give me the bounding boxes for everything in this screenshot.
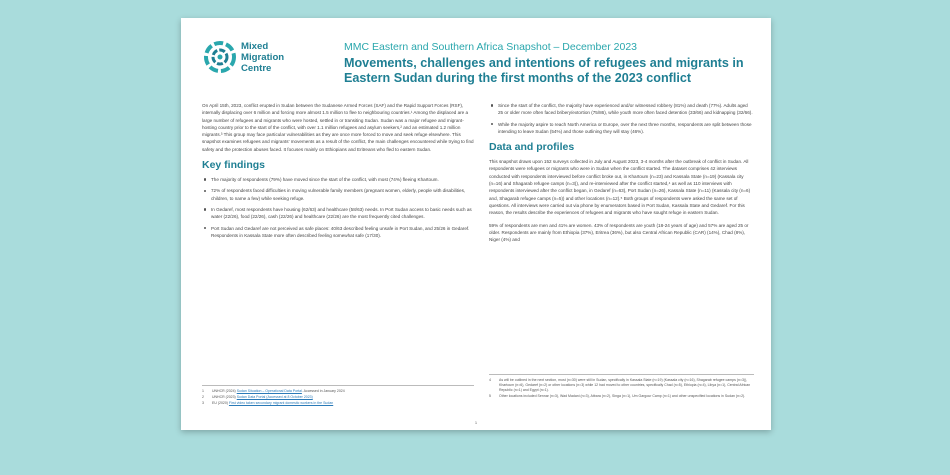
footnote-link[interactable]: Sudan Situation – Operational Data Portal [236, 389, 302, 393]
data-paragraph-1: This snapshot draws upon 152 surveys collected in July and August 2023, 3-4 months after the outbreak of conflict in Sudan. All respondents were refugees or migrants who were in Sudan when the conflict started. The dataset comprises 42 interviews conducted with respondents interviewed before conflict broke out, in Khartoum (n=23) and Kassala State (n=19) (Kassala city (n=16) and Shagarab refugee camps (n=3)), and re-interviewed after the conflict started,⁴ as well as 110 interviews with respondents interviewed after the conflict began, in Gedaref (n=63), Port Sudan (n=26), Kassala State (n=11) (Kassala city (n=6) and, Shagarab refugee camps (n=5)) and other locations (n=12).⁵ Both groups of respondents were asked the same set of questions. All interviews were carried out via phone by enumerators based in Port Sudan, Kassala State and Gedaref. For this reason, the results describe the experiences of refugees and migrants who have sought refuge in eastern Sudan. [489, 159, 751, 216]
mmc-logo [203, 40, 323, 86]
footnote: 3 EU (2020) First video taken secondary migrant domestic workers in the Sudan [202, 401, 334, 405]
footnote: 2 UNHCR (2023) Sudan Data Portal (Accessed at 8 October 2023) [202, 395, 313, 399]
right-column [489, 102, 754, 248]
footnote-link[interactable]: Sudan Data Portal (Accessed at 8 October 2023) [236, 395, 313, 399]
footnote-link[interactable]: First video taken secondary migrant domestic workers in the Sudan [228, 401, 334, 405]
list-item: The majority of respondents (79%) have moved since the start of the conflict, with most (74%) fleeing Khartoum. [211, 176, 474, 183]
footnote: 5 Other locations included Sennar (n=3), Wad Madani (n=3), Atbara (n=2), Singa (n=1), Um Gargour Camp (n=1) and other unspecified locations in Sudan (n=2). [489, 394, 746, 398]
footnotes-right [489, 374, 754, 400]
key-findings-heading: Key findings [202, 159, 266, 172]
left-column [202, 102, 474, 243]
logo-line-2: Migration [241, 52, 285, 63]
list-item: In Gedaref, most respondents have housing (62/63) and healthcare (58/63) needs. In Port Sudan access to basic needs such as water (22/26), food (22/26), cash (22/26) and healthcare (22/26) are the most frequently cited challenges. [211, 206, 474, 221]
intro-paragraph: On April 15th, 2023, conflict erupted in Sudan between the Sudanese Armed Forces (SAF) and the Rapid Support Forces (RSF), internally displacing over 6 million and forcing more almost 1.5 million to flee to neighbouring countries.¹ Among the displaced are a large number of refugees and migrants who were hosted, settled in or transiting Sudan. Sudan was a major refugee and migrant-hosting country prior to the start of the conflict, with over 1.1 million refugees and asylum seekers,² and an estimated 1.2 million migrants.³ This group may face particular vulnerabilities as they are once more forced to move and seek refuge elsewhere. This snapshot examines refugees and migrants' movements as a result of the conflict, the main challenges encountered while trying to find safety and the protection abuses faced. It focuses mainly on Ethiopians and Eritreans who fled to eastern Sudan. [202, 103, 474, 152]
data-profiles-heading: Data and profiles [489, 141, 575, 154]
document-page [181, 18, 771, 430]
list-item: While the majority aspire to reach North America or Europe, over the next three months, respondents are split between those intending to leave Sudan (54%) and those outlining they will stay (46%). [498, 121, 754, 136]
footnote: 4 As will be outlined in the next section, most (n=30) were still in Sudan, specifically in Kassala State (n=19) (Kassala city (n=16), Shagarab refugee camps (n=3)), Khartoum (n=6), Gedaref (n=2) or other locations (n=3) while 12 had moved to other countries, specifically Chad (n=5), Ethiopia (n=4), Libya (n=1), Central African Republic (n=1) and Egypt (n=1). [489, 378, 751, 392]
key-findings-list [202, 176, 474, 239]
list-item: 72% of respondents faced difficulties in moving vulnerable family members (pregnant women, elderly, people with disabilities, children, to name a few) while seeking refuge. [211, 187, 474, 202]
report-title: Movements, challenges and intentions of refugees and migrants in Eastern Sudan during the first months of the 2023 conflict [344, 56, 744, 85]
page-number: 1 [474, 420, 478, 425]
mmc-logo-icon [203, 40, 237, 74]
footnote: 1 UNHCR (2024) Sudan Situation – Operational Data Portal. Accessed in January 2024 [202, 389, 345, 393]
logo-line-1: Mixed [241, 41, 269, 52]
continued-findings-list [489, 102, 754, 135]
footnotes-left [202, 385, 474, 407]
logo-line-3: Centre [241, 63, 272, 74]
list-item: Since the start of the conflict, the majority have experienced and/or witnessed robbery (81%) and death (77%). Adults aged 25 or older more often faced bribery/extortion (75/86), while youth more often faced detention (33/66) and kidnapping (32/66). [498, 103, 753, 116]
data-paragraph-2: 59% of respondents are men and 41% are women. 43% of respondents are youth (18-24 years of age) and 57% are aged 25 or older. Respondents are mainly from Ethiopia (37%), Eritrea (36%), but also Central African Republic (CAR) (14%), Chad (8%), Niger (4%) and [489, 222, 749, 243]
list-item: Port Sudan and Gedaref are not perceived as safe places: 40/63 described feeling unsafe in Port Sudan, and 25/26 in Gedaref. Respondents in Kassala State more often described feeling somewhat safe (17/30). [211, 225, 474, 240]
report-subtitle: MMC Eastern and Southern Africa Snapshot – December 2023 [344, 41, 637, 53]
